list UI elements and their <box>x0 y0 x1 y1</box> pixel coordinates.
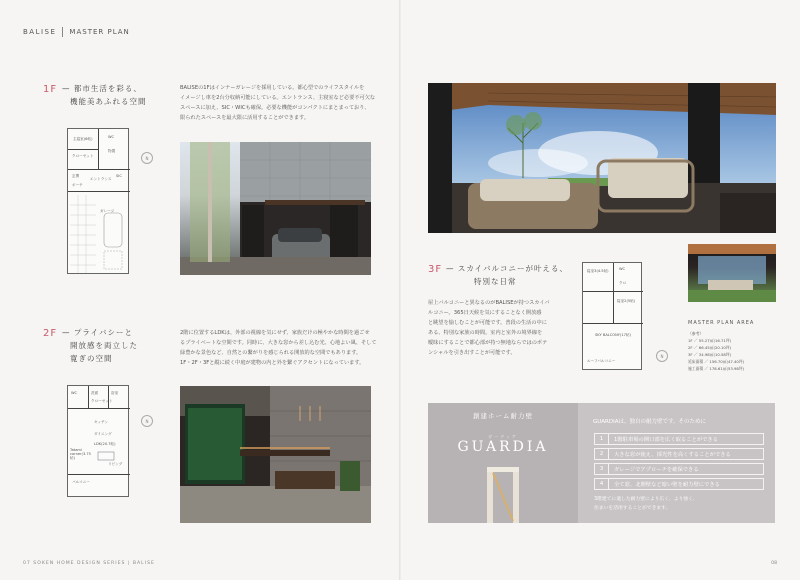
floorplan-2f <box>67 385 129 497</box>
dining-table-outline <box>96 450 116 462</box>
section-2f-title-line1: — プライバシーと <box>62 328 134 337</box>
room-label: 主寝室(6帖) <box>73 137 93 141</box>
header-divider <box>62 27 63 37</box>
feature-number: 1 <box>595 434 609 444</box>
room-label: クローゼット <box>91 399 113 403</box>
room-label: ダイニング <box>94 432 112 436</box>
compass-icon: N <box>141 415 153 427</box>
room-label: 寝室2(5帖) <box>617 299 636 303</box>
section-3f-number: 3F <box>428 264 443 275</box>
room-label: クローゼット <box>72 154 94 158</box>
feature-text: 全て窓、北開壁など暗い壁を耐力壁にできる <box>614 482 720 488</box>
master-plan-area-title <box>688 320 754 326</box>
page-header <box>23 27 130 37</box>
section-2f-number: 2F <box>43 328 58 339</box>
room-label: LDK(20.7帖) <box>94 442 116 446</box>
section-1f-title-line2: 機能美あふれる空間 <box>70 97 147 106</box>
guardia-brand-block <box>428 403 578 523</box>
room-label: バルコニー <box>72 480 90 484</box>
photo-3f-balcony-small <box>688 244 776 302</box>
text-line: BALISEの1Fはインナーガレージを採用している。都心型でのライフスタイルを <box>180 85 365 91</box>
guardia-logo: GUARDIA <box>457 439 549 455</box>
room-label: 物置 <box>108 149 116 153</box>
text-line: るプライベートな空間です。同時に、大きな窓から差し込む光、心地よい風、そして <box>180 340 377 346</box>
guardia-intro: GUARDIAは、独自の耐力壁です。そのために <box>593 419 707 425</box>
master-plan-area-list <box>688 330 744 372</box>
section-2f-text <box>180 328 385 368</box>
area-row: 1F ／ 55.27㎡(16.71坪) <box>688 338 732 343</box>
text-line: ルコニー。365日天候を気にすることなく開放感 <box>428 310 542 316</box>
photo-3f-sky-balcony <box>428 83 776 233</box>
room-label: エントランス <box>90 177 112 181</box>
room-label: WC <box>108 135 115 139</box>
section-name: MASTER PLAN <box>69 28 130 36</box>
text-line: スペースに加え、SIC・WICも確保。必要な機能がコンパクトにまとまっており、 <box>180 105 370 111</box>
feature-number: 3 <box>595 464 609 474</box>
section-2f-title-line2: 開放感を両立した <box>70 341 138 350</box>
feature-text: 1階駐車場の開口部を広く取ることができる <box>614 437 719 443</box>
section-1f-title <box>62 82 147 108</box>
feature-text: ガレージでアプローチを確保できる <box>614 467 699 473</box>
room-label: Tatami corner(3.75帖) <box>70 448 91 460</box>
guardia-note <box>594 495 698 513</box>
room-label: リビング <box>108 462 123 466</box>
note-line: 住まいを活用することができます。 <box>594 506 671 511</box>
room-label: キッチン <box>94 420 109 424</box>
section-2f-title-line3: 寛ぎの空間 <box>70 354 113 363</box>
section-1f-text <box>180 83 385 123</box>
area-row: 3F ／ 34.98㎡(10.58坪) <box>688 352 732 357</box>
guardia-feature-1 <box>594 433 764 445</box>
section-3f-text <box>428 298 576 358</box>
guardia-feature-3 <box>594 463 764 475</box>
section-2f-title <box>62 326 138 365</box>
text-line: ある、特別な家族の時間。室内と室外の境界線を <box>428 330 543 336</box>
room-label: ルーフバルコニー <box>587 359 616 363</box>
area-unit: （参考） <box>688 331 704 336</box>
area-title-text: MASTER PLAN AREA <box>688 320 755 326</box>
text-line: 屋上バルコニーと異なるのがBALISEが持つスカイバ <box>428 300 550 306</box>
garage-car-outline <box>98 199 128 273</box>
text-line: 限られたスペースを最大限に活用することができます。 <box>180 115 310 121</box>
room-label: ガレージ <box>100 209 115 213</box>
room-label: WC <box>71 391 78 395</box>
floorplan-1f <box>67 128 129 274</box>
photo-1f-garage <box>180 142 371 275</box>
guardia-ruby: ガーディア <box>488 434 518 439</box>
room-label: SKY BALCONY(17帖) <box>595 333 631 337</box>
feature-text: 大きな窓が使え、採光性を高くすることができる <box>614 452 731 458</box>
feature-number: 4 <box>595 479 609 489</box>
area-row: 延床面積 ／ 156.70㎡(47.40坪) <box>688 359 745 364</box>
section-3f-title-line2: 特別な日常 <box>474 277 517 286</box>
right-page-number: 08 <box>771 561 777 566</box>
section-1f-number: 1F <box>43 84 58 95</box>
room-label: 洗面 <box>91 391 99 395</box>
page-gutter <box>399 0 401 580</box>
text-line: 1F・2F・3Fと縦に続く中庭が建物の内と外を繋ぐアクセントになっています。 <box>180 360 365 366</box>
section-3f-title-line1: — スカイバルコニーが叶える、 <box>446 264 569 273</box>
photo-2f-ldk <box>180 386 371 523</box>
room-label: SIC <box>116 174 122 178</box>
hatched-area <box>70 195 96 273</box>
room-label: WC <box>619 267 626 271</box>
guardia-feature-2 <box>594 448 764 460</box>
area-row: 2F ／ 66.45㎡(20.10坪) <box>688 345 732 350</box>
text-line: と眺望を愉しむことが可能です。普段の生活の中に <box>428 320 547 326</box>
section-1f-title-line1: — 都市生活を彩る、 <box>62 84 142 93</box>
text-line: 緑豊かな景色など、自然との繋がりを感じられる開放的な空間でもあります。 <box>180 350 362 356</box>
room-label: クロ <box>619 281 627 285</box>
room-label: 玄関 <box>72 174 80 178</box>
guardia-feature-4 <box>594 478 764 490</box>
compass-icon: N <box>141 152 153 164</box>
floorplan-3f <box>582 262 642 370</box>
brand-name: BALISE <box>23 28 57 36</box>
text-line: 曖昧にすることで都心部が持つ無地ならではのポテ <box>428 340 548 346</box>
guardia-wall-illustration <box>483 465 523 523</box>
left-page-footer: 07 SOKEN HOME DESIGN SERIES | BALISE <box>23 561 155 566</box>
section-3f-title <box>446 262 568 288</box>
feature-number: 2 <box>595 449 609 459</box>
area-row: 施工面積 ／ 178.61㎡(53.98坪) <box>688 366 745 371</box>
room-label: 寝室3(4.5帖) <box>587 269 609 273</box>
room-label: ポーチ <box>72 183 83 187</box>
note-line: 3階建てに適した耐力壁により広く、より強く、 <box>594 497 698 502</box>
text-line: イメージし車を2台分収納可能にしている。エントランス、主寝室など必要不可欠な <box>180 95 376 101</box>
guardia-label: 創建ホーム耐力壁 <box>473 412 533 420</box>
text-line: ンシャルを引き出すことが可能です。 <box>428 350 516 356</box>
room-label: 浴室 <box>111 391 119 395</box>
guardia-panel <box>428 403 775 523</box>
compass-icon: N <box>656 350 668 362</box>
text-line: 2階に位置するLDKは、外部の視線を気にせず、家族だけの極やかな時間を過ごせ <box>180 330 370 336</box>
